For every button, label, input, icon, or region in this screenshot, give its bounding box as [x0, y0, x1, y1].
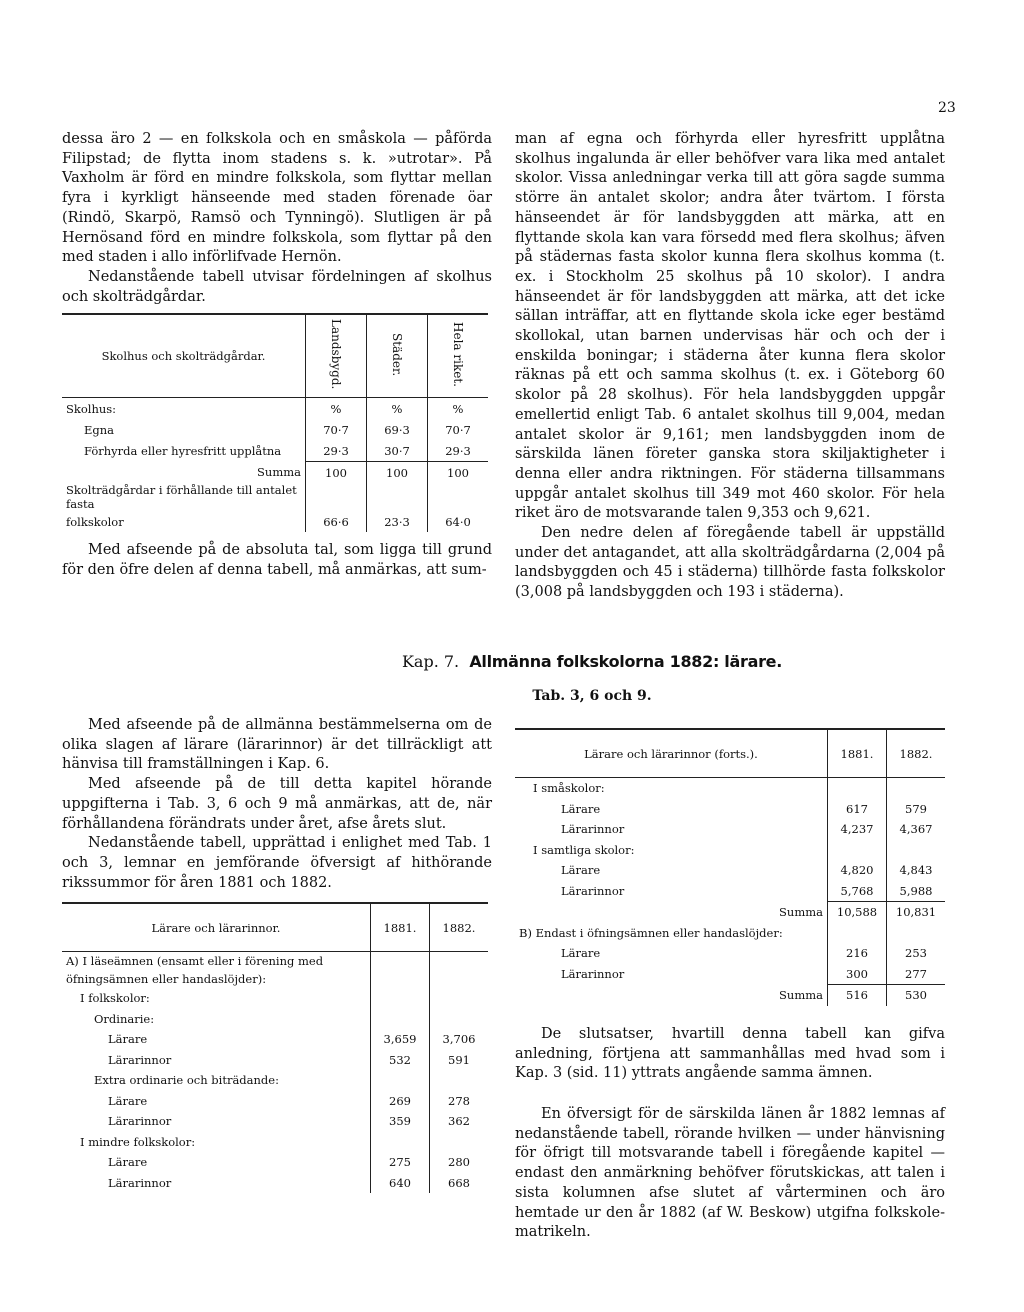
cell-value: 4,237 — [828, 819, 887, 840]
row-label: Lärare — [108, 1155, 148, 1170]
row-label: Lärare — [108, 1032, 148, 1047]
table-row — [62, 988, 488, 1009]
cell-value: 64·0 — [428, 511, 489, 532]
table-row — [62, 1152, 488, 1173]
cell-value: 100 — [306, 462, 367, 484]
row-label: B) Endast i öfningsämnen eller handaslöjder: — [519, 925, 783, 940]
cell-value — [371, 1132, 430, 1153]
cell-value — [828, 923, 887, 944]
table-row — [62, 462, 488, 484]
cell-value: 668 — [430, 1173, 489, 1194]
paragraph: En öfversigt för de särskilda länen år 1882 lemnas af nedanstående tabell, rörande hvilken — under hänvisning för öfrigt till motsvarande tabell i föregående kapitel — endast den anmärkning behöfver förutskickas, att talen i sista kolumnen afse slutet af vårterminen och äro hemtade ur den år 1882 (af W. Beskow) utgifna folkskole-matrikeln. — [515, 1106, 945, 1241]
cell-value: 4,820 — [828, 860, 887, 881]
cell-value — [428, 483, 489, 511]
paragraph: De slutsatser, hvartill denna tabell kan gifva anledning, förtjena att sammanhållas med hvad som i Kap. 3 (sid. 11) yttrats angående samma ämnen. — [515, 1026, 945, 1082]
cell-value: 4,843 — [887, 860, 946, 881]
table-row — [62, 1111, 488, 1132]
table-row — [62, 440, 488, 462]
row-label: I mindre folkskolor: — [80, 1134, 196, 1149]
row-label: Lärare — [108, 1093, 148, 1108]
cell-value: 640 — [371, 1173, 430, 1194]
cell-value — [371, 952, 430, 989]
page-number: 23 — [938, 100, 956, 116]
row-label: A) I läseämnen (ensamt eller i förening med öfningsämnen eller handaslöjder): — [66, 954, 324, 986]
table-row — [62, 511, 488, 532]
cell-value: % — [306, 398, 367, 420]
table-row — [62, 398, 488, 420]
cell-value — [430, 1070, 489, 1091]
top-right-column — [515, 130, 945, 603]
cell-value: 100 — [428, 462, 489, 484]
table-row — [515, 881, 945, 902]
row-label: Summa — [779, 905, 823, 919]
cell-value: 579 — [887, 799, 946, 820]
cell-value — [887, 923, 946, 944]
row-label: Summa — [257, 465, 301, 480]
cell-value — [371, 1070, 430, 1091]
cell-value: % — [367, 398, 428, 420]
cell-value: 278 — [430, 1091, 489, 1112]
col-head: Hela riket. — [428, 314, 489, 398]
top-left-column — [62, 130, 492, 307]
table-header-label: Lärare och lärarinnor (forts.). — [515, 729, 828, 778]
table-row — [62, 1132, 488, 1153]
table-row — [62, 952, 488, 989]
row-label: Lärare — [561, 801, 601, 816]
paragraph: Med afseende på de absoluta tal, som ligga till grund för den öfre delen af denna tabell, må anmärkas, att sum- — [62, 542, 492, 578]
table-larare-2 — [515, 728, 945, 1006]
table-row — [62, 1009, 488, 1030]
row-label: Extra ordinarie och biträdande: — [94, 1073, 279, 1088]
cell-value: 530 — [887, 985, 946, 1006]
table-row — [515, 799, 945, 820]
cell-value: 66·6 — [306, 511, 367, 532]
cell-value: 100 — [367, 462, 428, 484]
table-row — [62, 483, 488, 511]
cell-value: 362 — [430, 1111, 489, 1132]
paragraph: dessa äro 2 — en folkskola och en småskola — påförda Filipstad; de flytta inom stadens s. k. »utrotar». På Vaxholm är förd en mindre folkskola, som flyttar mellan fyra i kyrkligt hänseende med staden förenade öar (Rindö, Skarpö, Ramsö och Tynningö). Slutligen är på Hernösand förd en mindre folkskola, som flyttar på den med staden i allo införlifvade Hernön. — [62, 131, 492, 266]
row-label: Lärare — [561, 946, 601, 961]
row-label: Lärarinnor — [108, 1052, 172, 1067]
cell-value: 5,768 — [828, 881, 887, 902]
row-label: Egna — [84, 422, 115, 437]
cell-value — [371, 1009, 430, 1030]
col-head: 1882. — [887, 729, 946, 778]
cell-value: 70·7 — [306, 419, 367, 440]
cell-value — [430, 1009, 489, 1030]
row-label: Lärarinnor — [108, 1114, 172, 1129]
cell-value: 69·3 — [367, 419, 428, 440]
row-label: Skolträdgårdar i förhållande till antalet fasta — [66, 483, 297, 511]
cell-value — [828, 840, 887, 861]
table-row — [62, 1050, 488, 1071]
cell-value — [828, 778, 887, 799]
row-label: I folkskolor: — [80, 991, 150, 1006]
row-label: Lärarinnor — [108, 1175, 172, 1190]
row-label: Lärare — [561, 863, 601, 878]
paragraph: Nedanstående tabell utvisar fördelningen af skolhus och skolträdgårdar. — [62, 268, 492, 305]
table-row — [62, 1070, 488, 1091]
cell-value: % — [428, 398, 489, 420]
cell-value: 253 — [887, 943, 946, 964]
cell-value: 30·7 — [367, 440, 428, 462]
row-label: Summa — [779, 988, 823, 1002]
cell-value: 3,659 — [371, 1029, 430, 1050]
cell-value: 29·3 — [428, 440, 489, 462]
table-row — [515, 902, 945, 923]
cell-value: 3,706 — [430, 1029, 489, 1050]
table-row — [515, 943, 945, 964]
col-head: 1882. — [430, 903, 489, 952]
cell-value — [887, 778, 946, 799]
cell-value: 516 — [828, 985, 887, 1006]
chapter-heading: Kap. 7. Allmänna folkskolorna 1882: lärare. — [401, 652, 783, 671]
paragraph: Med afseende på de allmänna bestämmelserna om de olika slagen af lärare (lärarinnor) är det tillräckligt att hänvisa till framställningen i Kap. 6. — [62, 717, 492, 773]
cell-value: 532 — [371, 1050, 430, 1071]
table-row — [515, 964, 945, 985]
table-larare-1 — [62, 902, 488, 1193]
cell-value: 269 — [371, 1091, 430, 1112]
bottom-left-column — [62, 716, 492, 893]
cell-value: 275 — [371, 1152, 430, 1173]
cell-value — [430, 952, 489, 989]
table-row — [62, 419, 488, 440]
cell-value — [306, 483, 367, 511]
cell-value: 4,367 — [887, 819, 946, 840]
cell-value — [371, 988, 430, 1009]
table-header-label: Skolhus och skolträdgårdar. — [62, 314, 306, 398]
col-head: 1881. — [828, 729, 887, 778]
cell-value: 29·3 — [306, 440, 367, 462]
row-label: I småskolor: — [533, 781, 605, 796]
cell-value — [430, 988, 489, 1009]
cell-value: 277 — [887, 964, 946, 985]
col-head: Städer. — [367, 314, 428, 398]
paragraph: Nedanstående tabell, upprättad i enlighet med Tab. 1 och 3, lemnar en jemförande öfversigt af hithörande rikssummor för åren 1881 och 1882. — [62, 835, 492, 891]
tab-heading: Tab. 3, 6 och 9. — [532, 688, 652, 704]
cell-value: 591 — [430, 1050, 489, 1071]
row-label: Ordinarie: — [94, 1011, 155, 1026]
table-row — [62, 1091, 488, 1112]
row-label: Lärarinnor — [561, 822, 625, 837]
cell-value — [430, 1132, 489, 1153]
row-label: Lärarinnor — [561, 884, 625, 898]
cell-value — [367, 483, 428, 511]
cell-value: 5,988 — [887, 881, 946, 902]
paragraph: man af egna och förhyrda eller hyresfritt upplåtna skolhus ingalunda är eller behöfver vara lika med antalet skolor. Vissa anledningar verka till att göra sagde summa större än antalet skolor; andra åter tvärtom. I första hänseendet är för landsbyggden att märka, att en flyttande skola kan vara försedd med flera skolhus; äfven på städernas fasta skolor kunna flera skolhus komma (t. ex. i Stockholm 25 skolhus på 10 skolor). I andra hänseendet är för landsbyggden att märka, att det icke sällan inträffar, att en flyttande skola icke eger bestämd skollokal, utan barnen undervisas här och och der i enskilda boningar; i städerna åter kunna flera skolor räknas på ett och samma skolhus (t. ex. i Göteborg 60 skolor på 28 skolhus). För hela landsbyggden uppgår emellertid enligt Tab. 6 antalet skolhus till 9,004, medan antalet skolor är 9,161; men landsbyggden inom de särskilda länen företer ganska stora skiljaktigheter i denna eller andra riktningen. För städerna tillsammans uppgår antalet skolhus till 349 mot 460 skolor. För hela riket äro de motsvarande talen 9,353 och 9,621. — [515, 131, 945, 522]
table-row — [62, 1173, 488, 1194]
row-label: Lärarinnor — [561, 967, 625, 981]
cell-value: 300 — [828, 964, 887, 985]
paragraph: Den nedre delen af föregående tabell är uppställd under det antagandet, att alla skolträdgårdarna (2,004 på landsbyggden och 45 i städerna) tillhörde fasta folkskolor (3,008 på landsbyggden och 193 i städerna). — [515, 525, 945, 601]
cell-value: 10,831 — [887, 902, 946, 923]
table-row — [515, 985, 945, 1006]
row-label: Skolhus: — [66, 401, 117, 416]
table-row — [515, 819, 945, 840]
cell-value — [887, 840, 946, 861]
cell-value: 10,588 — [828, 902, 887, 923]
table-row — [62, 1029, 488, 1050]
cell-value: 23·3 — [367, 511, 428, 532]
row-label: I samtliga skolor: — [533, 842, 635, 857]
cell-value: 617 — [828, 799, 887, 820]
col-head: 1881. — [371, 903, 430, 952]
cell-value: 359 — [371, 1111, 430, 1132]
cell-value: 70·7 — [428, 419, 489, 440]
cell-value: 280 — [430, 1152, 489, 1173]
cell-value: 216 — [828, 943, 887, 964]
table-row — [515, 840, 945, 861]
table-skolhus — [62, 313, 488, 532]
col-head: Landsbygd. — [306, 314, 367, 398]
table-row — [515, 778, 945, 799]
table-row — [515, 923, 945, 944]
row-label: folkskolor — [66, 514, 124, 529]
table-row — [515, 860, 945, 881]
table-header-label: Lärare och lärarinnor. — [62, 903, 371, 952]
row-label: Förhyrda eller hyresfritt upplåtna — [84, 443, 282, 458]
paragraph: Med afseende på de till detta kapitel hörande uppgifterna i Tab. 3, 6 och 9 må anmärkas, att de, när förhållandena förändrats under året, afse årets slut. — [62, 776, 492, 832]
